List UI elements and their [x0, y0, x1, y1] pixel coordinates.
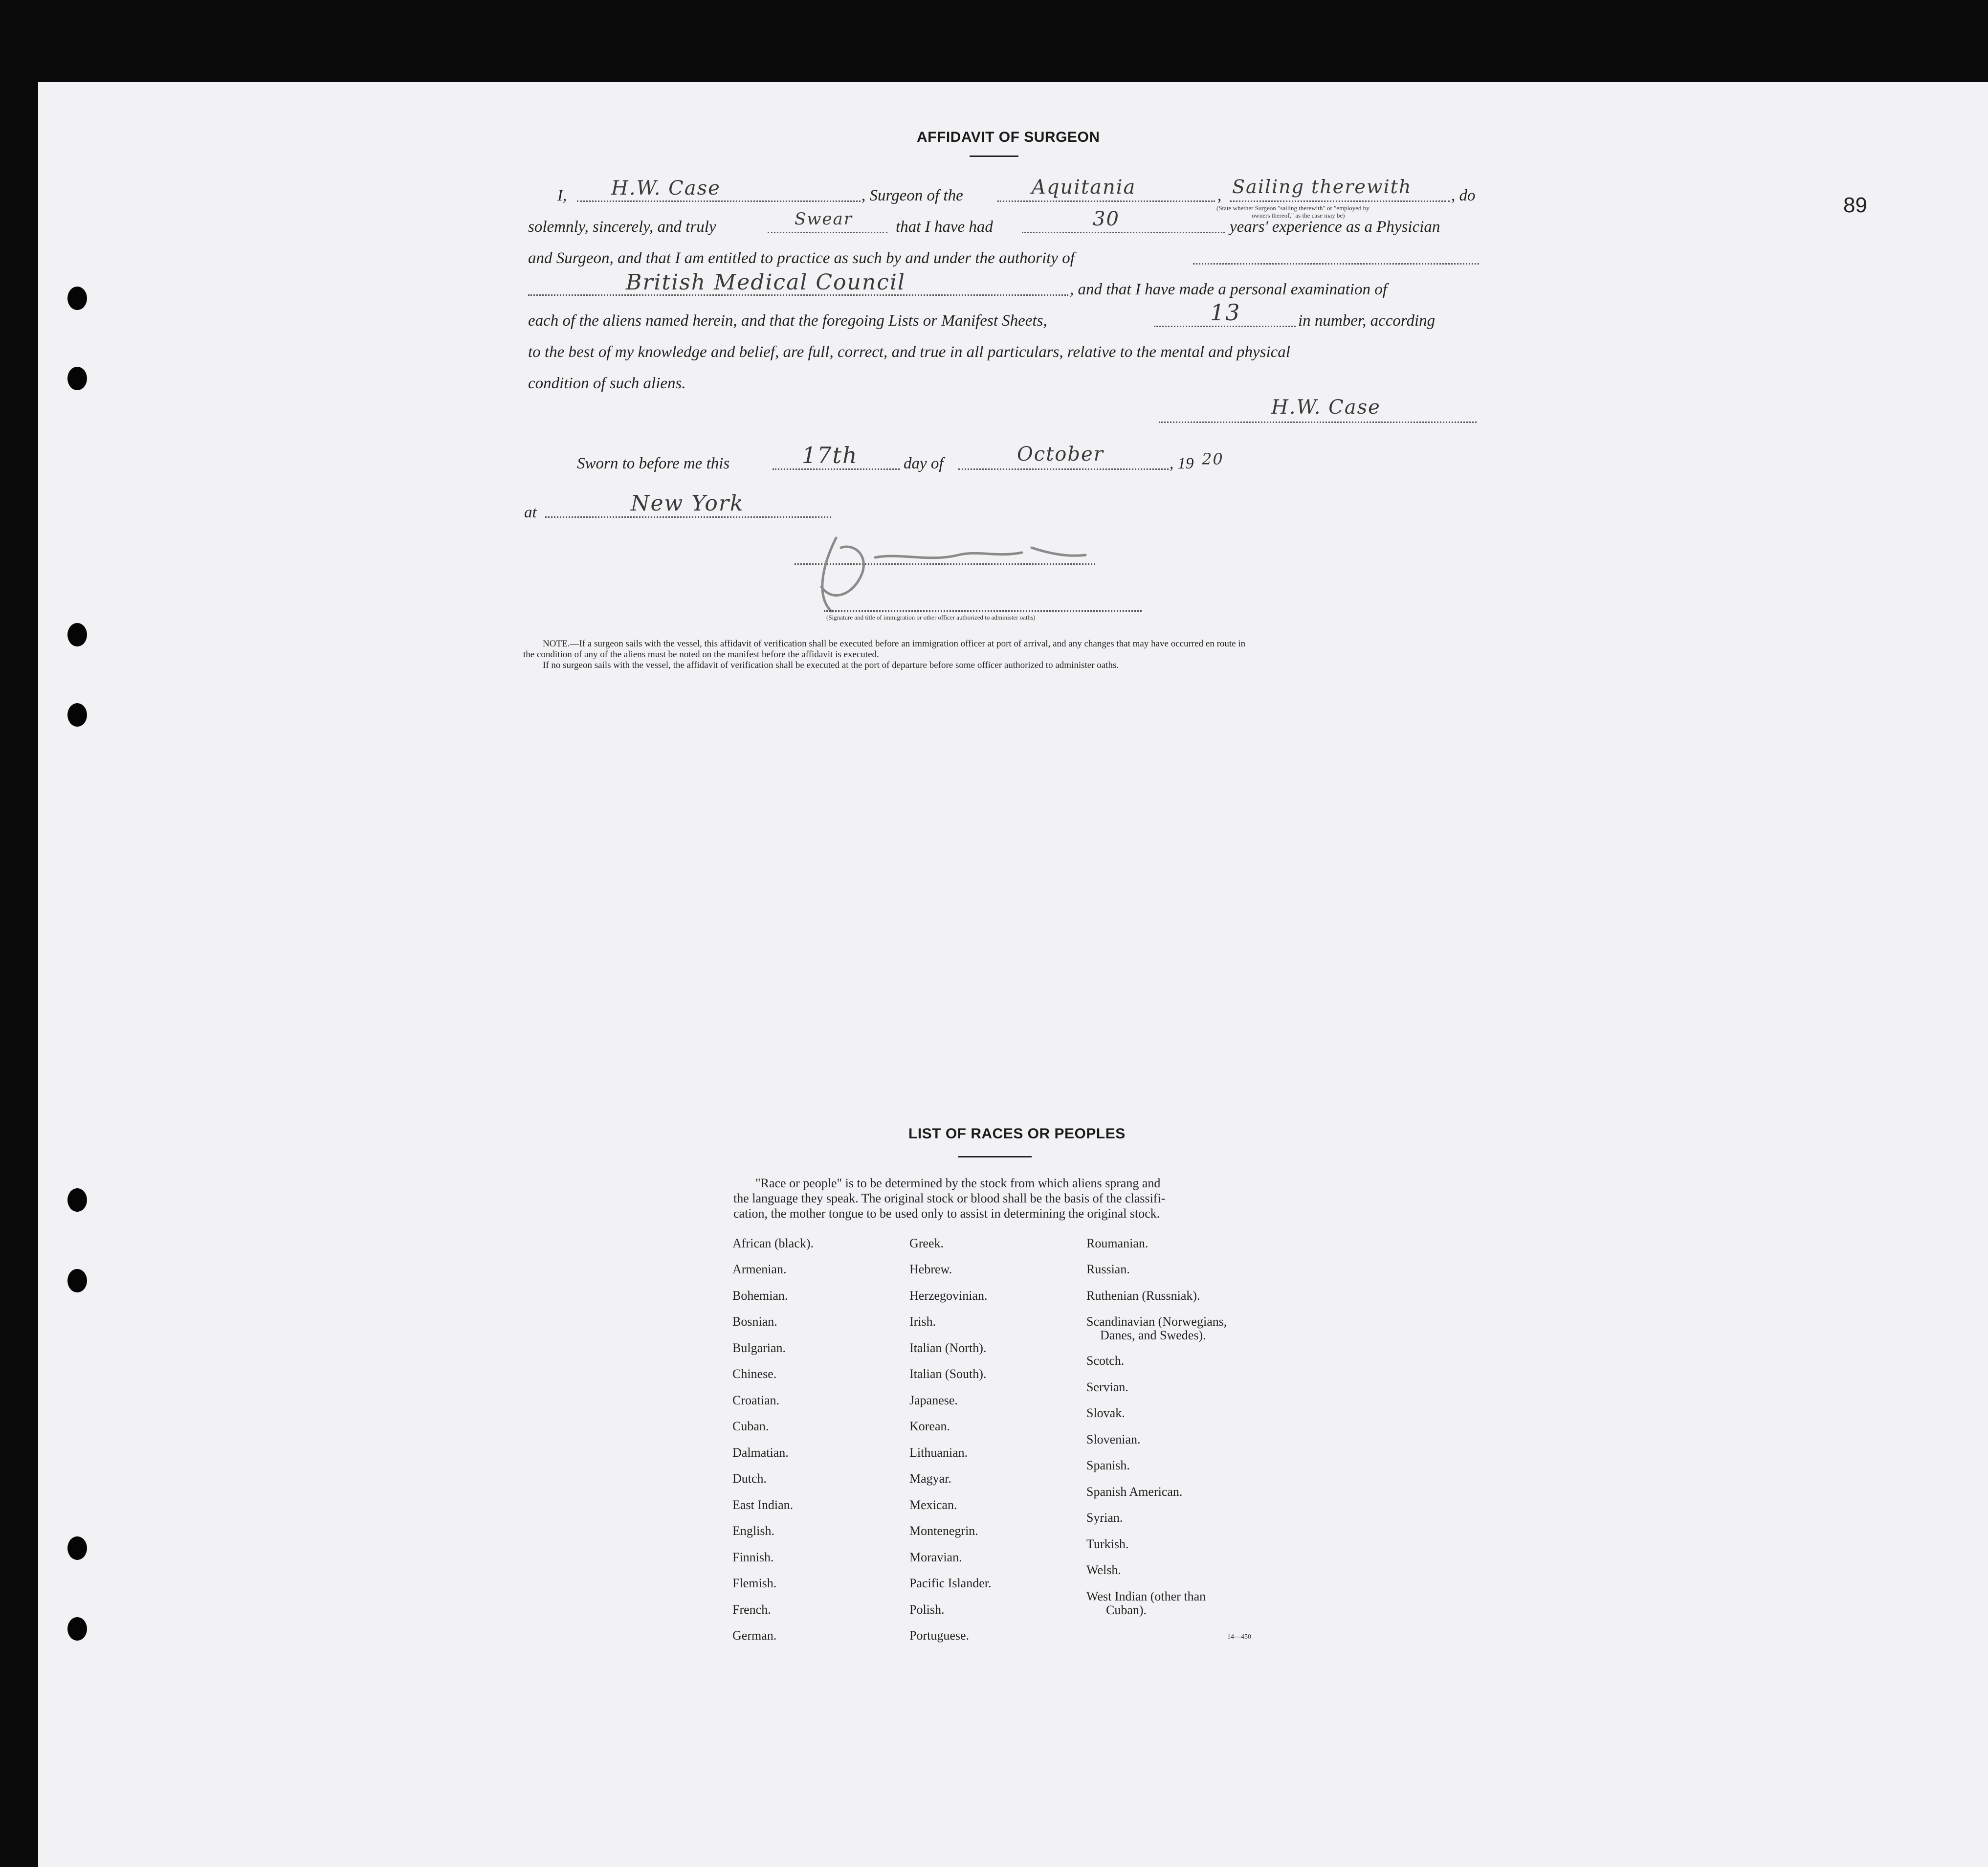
affidavit-line6: to the best of my knowledge and belief, are full, correct, and true in all particulars, relative to the mental and physical [528, 343, 1290, 361]
ship-name-handwritten: Aquitania [1032, 176, 1136, 199]
race-item: Chinese. [732, 1367, 777, 1381]
race-item: Danes, and Swedes). [1100, 1328, 1206, 1342]
races-intro-line3: cation, the mother tongue to be used only to assist in determining the original stock. [733, 1206, 1160, 1221]
race-item: Bulgarian. [732, 1341, 786, 1355]
race-item: Russian. [1086, 1262, 1130, 1276]
race-item: East Indian. [732, 1498, 794, 1512]
surgeon-name-handwritten: H.W. Case [611, 177, 721, 200]
races-title-underline [958, 1156, 1032, 1157]
ship-name-line [997, 200, 1215, 202]
affidavit-line1-do: , do [1451, 187, 1476, 204]
day-line [773, 468, 900, 470]
affidavit-line5-b: in number, according [1298, 312, 1436, 330]
state-note-line2: owners thereof," as the case may be) [1252, 212, 1345, 219]
punch-hole [67, 1269, 87, 1292]
race-item: Bosnian. [732, 1314, 777, 1329]
place-line [545, 516, 831, 518]
punch-hole [67, 287, 87, 310]
race-item: African (black). [732, 1236, 814, 1250]
race-item: Greek. [909, 1236, 944, 1250]
race-item: Slovak. [1086, 1406, 1125, 1420]
status-line [1230, 200, 1450, 202]
note-line2: the condition of any of the aliens must be noted on the manifest before the affidavit is executed. [523, 649, 879, 660]
race-item: Finnish. [732, 1550, 774, 1564]
punch-hole [67, 703, 87, 727]
race-item: Montenegrin. [909, 1524, 978, 1538]
race-item: Cuban). [1106, 1603, 1147, 1617]
race-item: Servian. [1086, 1380, 1128, 1394]
punch-hole [67, 1188, 87, 1212]
race-item: Bohemian. [732, 1289, 788, 1303]
race-item: Japanese. [909, 1393, 958, 1407]
race-item: Ruthenian (Russniak). [1086, 1289, 1200, 1303]
race-item: Dalmatian. [732, 1445, 789, 1460]
title-underline [970, 156, 1018, 157]
officer-signature-line2 [824, 610, 1142, 612]
state-note-line1: (State whether Surgeon "sailing therewith" or "employed by [1216, 204, 1370, 212]
comma: , [1217, 187, 1222, 204]
sheets-line [1154, 326, 1296, 327]
at-label: at [524, 504, 537, 521]
surgeon-signature-line [1159, 422, 1477, 423]
affidavit-line2-b: that I have had [896, 218, 993, 236]
race-item: Herzegovinian. [909, 1289, 988, 1303]
note-line1: NOTE.—If a surgeon sails with the vessel, this affidavit of verification shall be executed before an immigration officer at port of arrival, and any changes that may have occurred en route in [543, 639, 1246, 649]
races-intro-line1: "Race or people" is to be determined by the stock from which aliens sprang and [755, 1176, 1161, 1190]
race-item: English. [732, 1524, 774, 1538]
race-item: Spanish. [1086, 1458, 1130, 1472]
races-title: LIST OF RACES OR PEOPLES [908, 1126, 1126, 1142]
oath-line [768, 232, 887, 233]
month-handwritten: October [1017, 443, 1104, 466]
punch-hole [67, 1617, 87, 1641]
day-handwritten: 17th [802, 442, 858, 468]
race-item: Hebrew. [909, 1262, 952, 1276]
page-number: 89 [1843, 193, 1867, 217]
year-handwritten: 20 [1202, 450, 1224, 468]
races-intro-line2: the language they speak. The original stock or blood shall be the basis of the classifi- [733, 1191, 1166, 1205]
race-item: Moravian. [909, 1550, 962, 1564]
race-item: Roumanian. [1086, 1236, 1149, 1250]
surgeon-name-line [577, 200, 861, 202]
note-line3: If no surgeon sails with the vessel, the affidavit of verification shall be executed at the port of departure before some officer authorized to administer oaths. [543, 660, 1119, 670]
race-item: Pacific Islander. [909, 1576, 992, 1590]
race-item: Turkish. [1086, 1537, 1129, 1551]
surgeon-signature: H.W. Case [1271, 396, 1381, 419]
race-item: Magyar. [909, 1471, 951, 1486]
race-item: Lithuanian. [909, 1445, 968, 1460]
race-item: Syrian. [1086, 1511, 1123, 1525]
affidavit-line5-a: each of the aliens named herein, and that the foregoing Lists or Manifest Sheets, [528, 312, 1047, 330]
sworn-text-b: day of [904, 455, 944, 472]
affidavit-title: AFFIDAVIT OF SURGEON [917, 129, 1100, 145]
affidavit-line7: condition of such aliens. [528, 375, 686, 392]
race-item: Flemish. [732, 1576, 777, 1590]
race-item: Mexican. [909, 1498, 957, 1512]
sheets-handwritten: 13 [1210, 299, 1241, 326]
affidavit-line4: , and that I have made a personal examination of [1070, 281, 1387, 298]
race-item: Italian (South). [909, 1367, 987, 1381]
race-item: Scandinavian (Norwegians, [1086, 1314, 1227, 1329]
month-line [958, 468, 1169, 470]
years-line [1022, 232, 1225, 233]
affidavit-line1-surgeon-of: , Surgeon of the [861, 187, 963, 204]
affidavit-line1-i: I, [557, 187, 567, 204]
race-item: Scotch. [1086, 1354, 1125, 1368]
place-handwritten: New York [631, 491, 744, 516]
oath-handwritten: Swear [795, 209, 853, 229]
race-item: Cuban. [732, 1419, 769, 1433]
affidavit-line2-c: years' experience as a Physician [1230, 218, 1440, 236]
race-item: Spanish American. [1086, 1485, 1183, 1499]
race-item: Dutch. [732, 1471, 767, 1486]
authority-line-end [1193, 263, 1479, 265]
race-item: Italian (North). [909, 1341, 987, 1355]
years-handwritten: 30 [1093, 208, 1120, 230]
officer-signature [802, 528, 1095, 616]
sworn-text-c: , 19 [1170, 455, 1194, 472]
officer-signature-caption: (Signature and title of immigration or other officer authorized to administer oaths) [826, 614, 1036, 621]
race-item: Portuguese. [909, 1628, 970, 1643]
race-item: Croatian. [732, 1393, 780, 1407]
race-item: Slovenian. [1086, 1432, 1141, 1446]
affidavit-line2-a: solemnly, sincerely, and truly [528, 218, 716, 236]
authority-handwritten: British Medical Council [626, 270, 906, 295]
race-item: Polish. [909, 1602, 945, 1617]
punch-hole [67, 1536, 87, 1560]
form-number: 14—450 [1227, 1633, 1251, 1641]
race-item: Armenian. [732, 1262, 787, 1276]
status-handwritten: Sailing therewith [1232, 176, 1412, 198]
race-item: Irish. [909, 1314, 936, 1329]
punch-hole [67, 367, 87, 390]
race-item: German. [732, 1628, 777, 1643]
race-item: Welsh. [1086, 1563, 1121, 1577]
race-item: West Indian (other than [1086, 1589, 1206, 1603]
sworn-text-a: Sworn to before me this [577, 455, 730, 472]
race-item: French. [732, 1602, 771, 1617]
affidavit-line3: and Surgeon, and that I am entitled to practice as such by and under the authority of [528, 249, 1075, 267]
punch-hole [67, 623, 87, 646]
race-item: Korean. [909, 1419, 950, 1433]
